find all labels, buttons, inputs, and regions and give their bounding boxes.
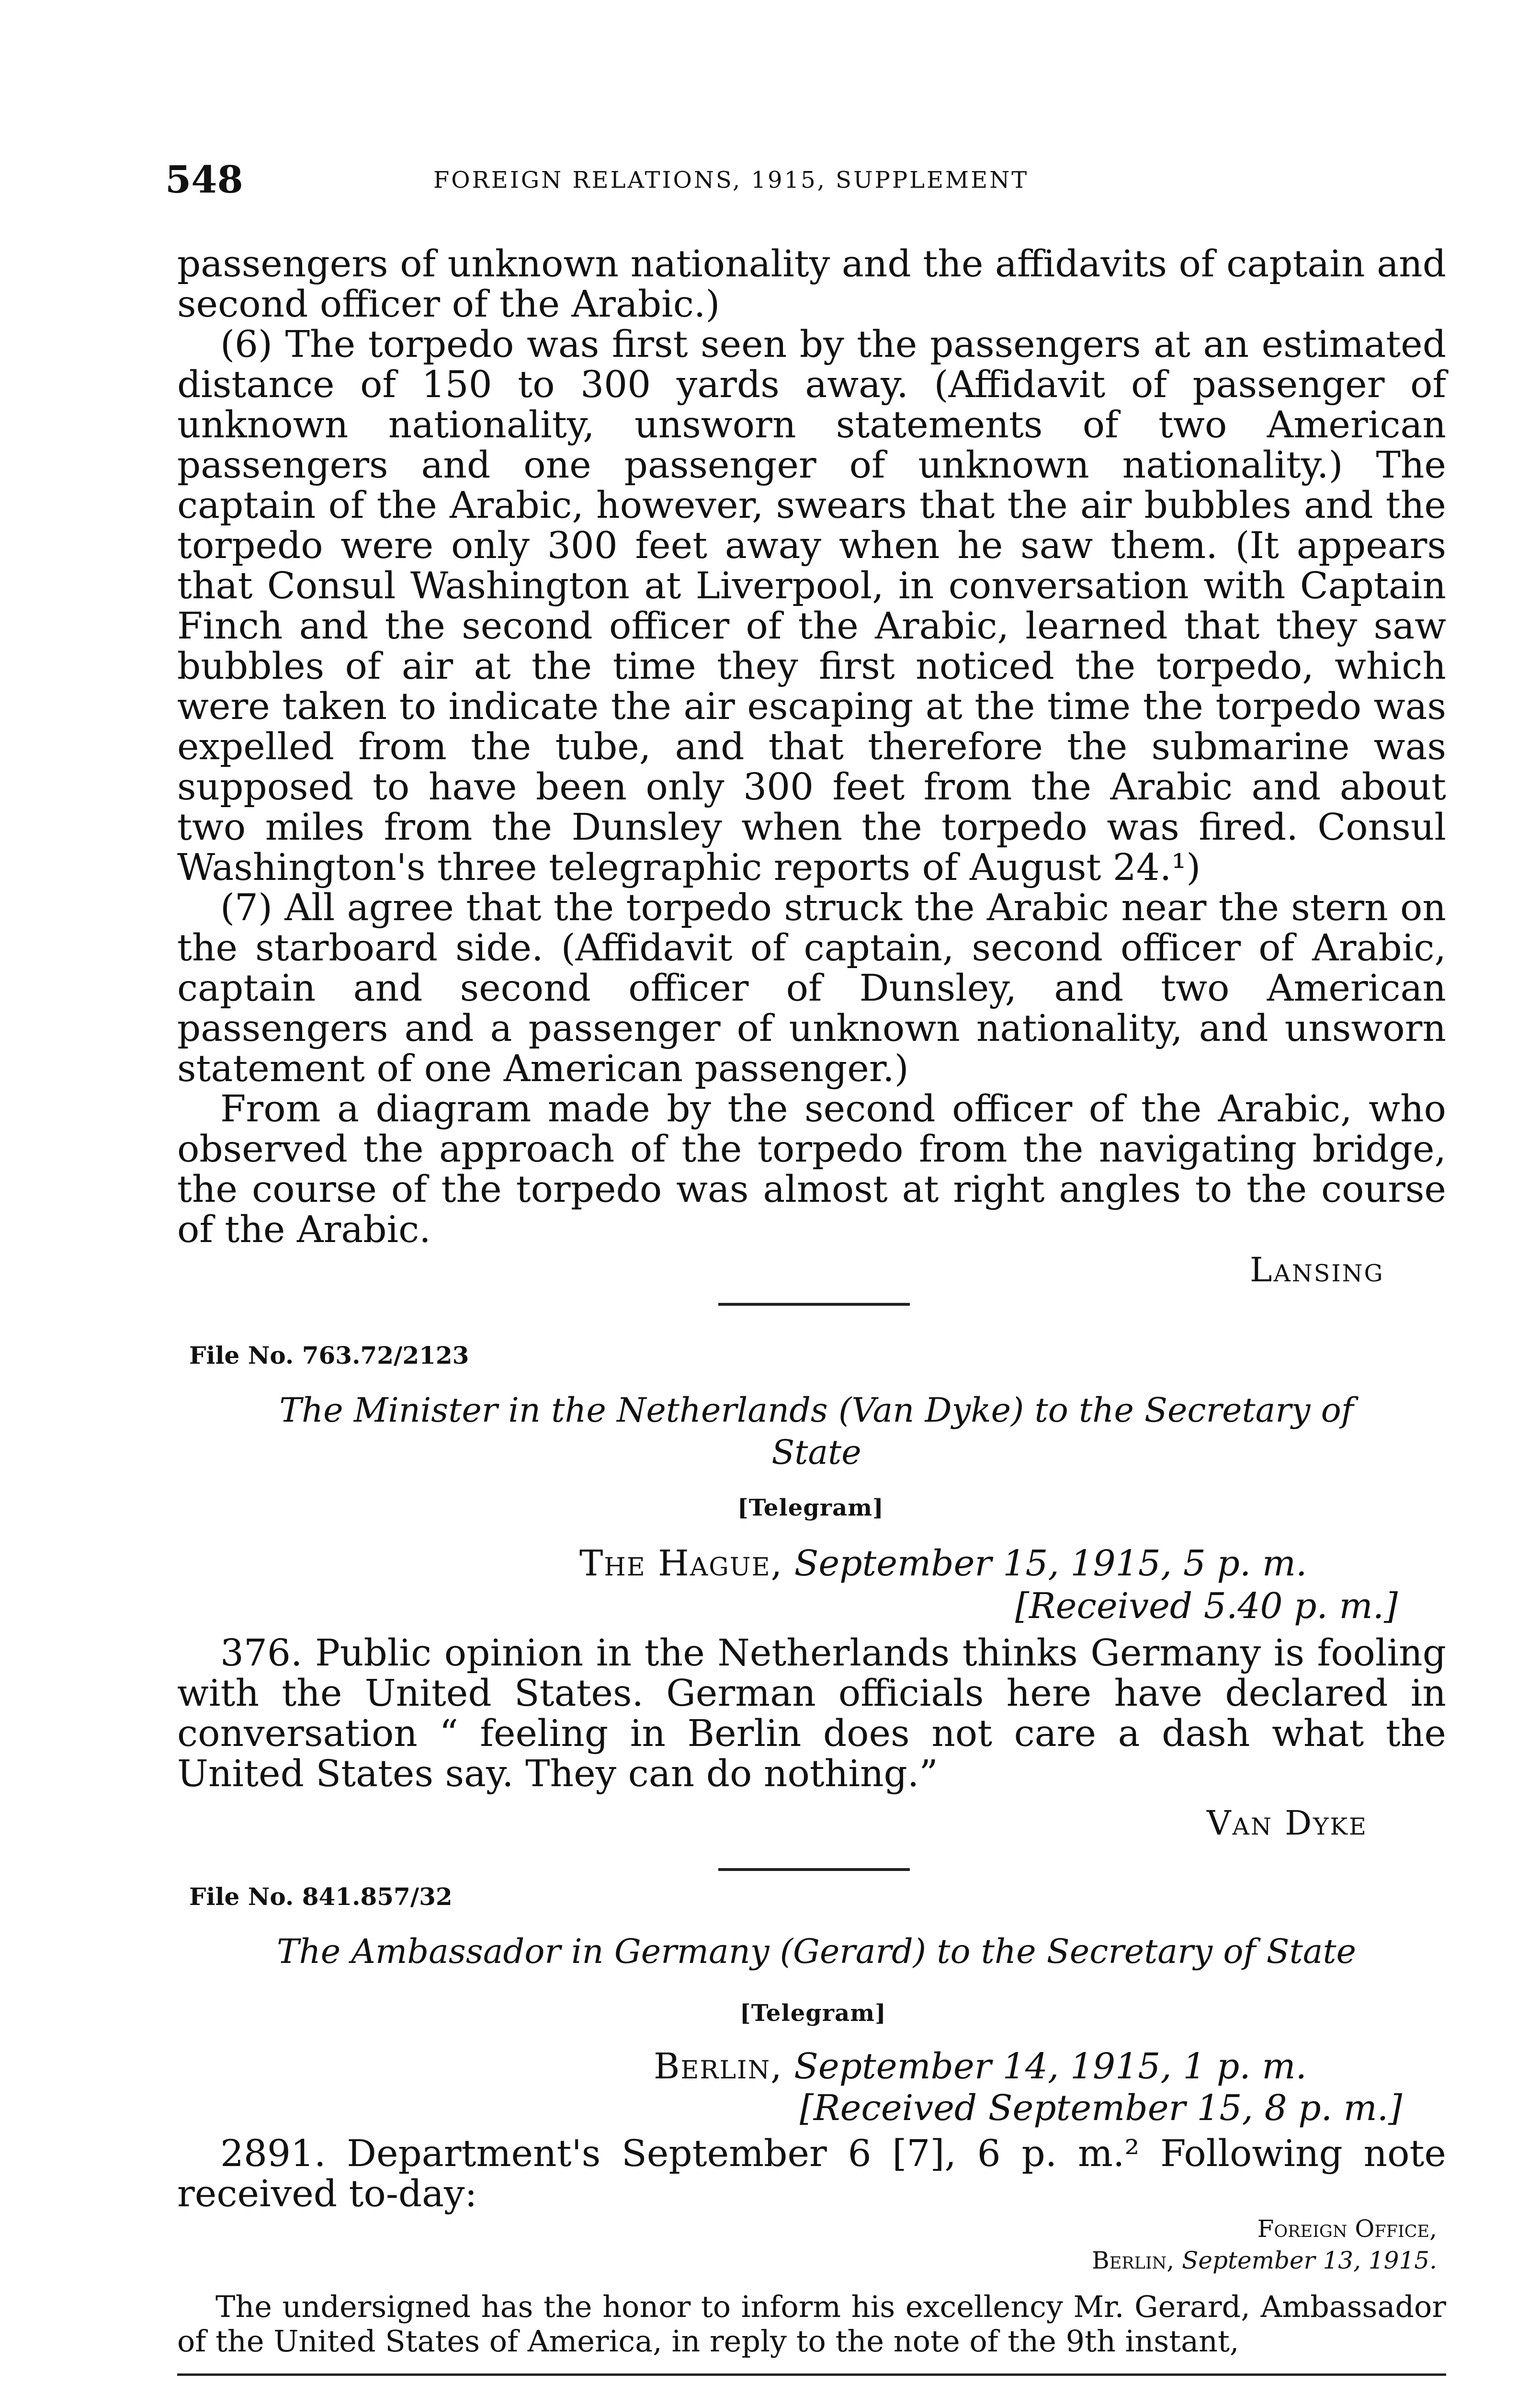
note-heading-office: Foreign Office, [1257, 2215, 1437, 2243]
telegram-label-2: [Telegram] [740, 2000, 886, 2027]
paragraph-continuation: passengers of unknown nationality and the affidavits of captain and second officer of the Arabic.) [177, 243, 1446, 326]
document-title-2: The Ambassador in Germany (Gerard) to the Secretary of State [276, 1932, 1357, 1971]
dateline-2-date: September 14, 1915, 1 p. m. [794, 2046, 1307, 2087]
file-number-1: File No. 763.72/2123 [189, 1341, 469, 1369]
file-number-2: File No. 841.857/32 [189, 1882, 453, 1911]
dateline-1-place: The Hague, [579, 1543, 783, 1584]
dateline-1 [579, 1542, 1307, 1585]
page-header [165, 158, 1449, 216]
dateline-1-date: September 15, 1915, 5 p. m. [794, 1543, 1307, 1584]
telegram-body-2-text: 2891. Department's September 6 [7], 6 p. m.² Following note received to-day: [177, 2133, 1446, 2215]
signature-van-dyke: Van Dyke [1207, 1803, 1368, 1843]
telegram-body-2 [177, 2134, 1446, 2214]
document-title-1-line2: State [771, 1433, 861, 1472]
section-divider [718, 1868, 910, 1871]
paragraph-7: (7) All agree that the torpedo struck the Arabic near the stern on the starboard side. (Affidavit of captain, second officer of Arabic, captain and second officer of Dunsley, and two American passengers and a passenger of unknown nationality, and unsworn statement of one American passenger.) [177, 887, 1446, 1090]
page-number: 548 [165, 158, 243, 202]
continuation-text [177, 244, 1446, 1250]
running-head: FOREIGN RELATIONS, 1915, SUPPLEMENT [433, 167, 1029, 194]
note-heading [1092, 2213, 1437, 2276]
note-heading-dateline [1092, 2245, 1437, 2276]
paragraph-diagram: From a diagram made by the second officer of the Arabic, who observed the approach of the torpedo from the navigating bridge, the course of the torpedo was almost at right angles to the course of the Arabic. [177, 1088, 1446, 1251]
received-note-2: [Received September 15, 8 p. m.] [800, 2087, 1403, 2129]
section-divider [718, 1303, 910, 1306]
signature-lansing: Lansing [1250, 1250, 1384, 1289]
telegram-body-1 [177, 1633, 1446, 1794]
note-heading-place: Berlin, [1091, 2247, 1175, 2274]
telegram-label-1: [Telegram] [737, 1494, 884, 1521]
note-heading-date: September 13, 1915. [1182, 2247, 1437, 2274]
note-text: The undersigned has the honor to inform his excellency Mr. Gerard, Ambassador of the United States of America, in reply to the note of the 9th instant, [177, 2289, 1446, 2359]
document-title-1 [182, 1389, 1451, 1473]
document-title-1-line1: The Minister in the Netherlands (Van Dyke) to the Secretary of [279, 1391, 1354, 1430]
received-note-1: [Received 5.40 p. m.] [1015, 1585, 1398, 1627]
telegram-body-1-text: 376. Public opinion in the Netherlands thinks Germany is fooling with the United States. German officials here have declared in conversation “ feeling in Berlin does not care a dash what the United States say. They can do nothing.” [177, 1632, 1446, 1795]
footnote-rule [177, 2373, 1446, 2376]
dateline-2 [654, 2045, 1307, 2087]
paragraph-6: (6) The torpedo was first seen by the passengers at an estimated distance of 150 to 300 yards away. (Affidavit of passenger of unknown nationality, unsworn statements of two American passengers and one passenger of unknown nationality.) The captain of the Arabic, however, swears that the air bubbles and the torpedo were only 300 feet away when he saw them. (It appears that Consul Washington at Liverpool, in conversation with Captain Finch and the second officer of the Arabic, learned that they saw bubbles of air at the time they first noticed the torpedo, which were taken to indicate the air escaping at the time the torpedo was expelled from the tube, and that therefore the submarine was supposed to have been only 300 feet from the Arabic and about two miles from the Dunsley when the torpedo was fired. Consul Washington's three telegraphic reports of August 24.¹) [177, 323, 1446, 889]
dateline-2-place: Berlin, [654, 2046, 783, 2087]
